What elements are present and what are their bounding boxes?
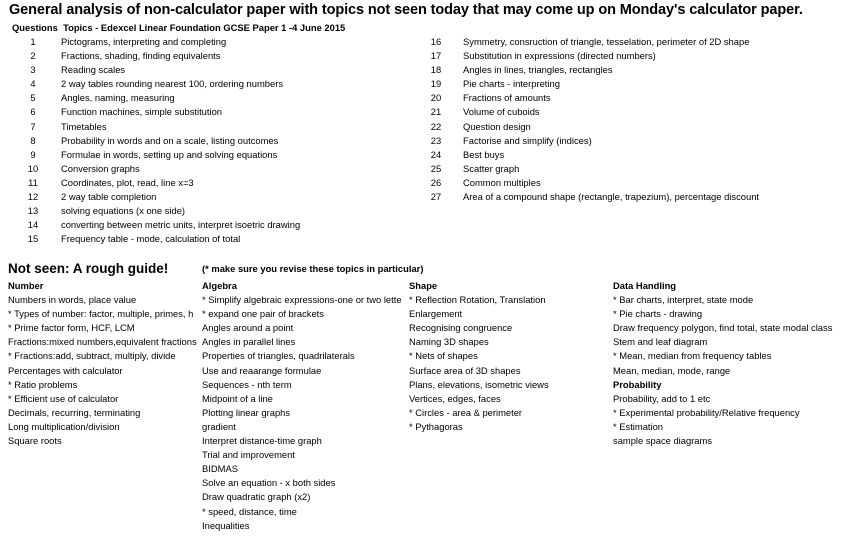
topic-item: Mean, median, mode, range [613, 364, 731, 376]
question-number: 12 [27, 191, 39, 203]
question-row [22, 232, 241, 246]
question-topic: Function machines, simple substitution [61, 106, 223, 118]
question-row [424, 49, 656, 63]
algebra-column [202, 279, 409, 533]
revise-note: (* make sure you revise these topics in particular) [202, 263, 424, 274]
question-number: 9 [30, 148, 36, 160]
algebra-list [202, 293, 409, 533]
question-row [424, 134, 592, 148]
topic-item: * Bar charts, interpret, state mode [613, 294, 754, 306]
topic-item: Trial and improvement [202, 449, 295, 461]
question-number: 3 [30, 64, 36, 76]
question-topic: Common multiples [463, 176, 541, 188]
data-handling-list [613, 293, 849, 378]
question-number: 6 [30, 106, 36, 118]
question-number: 24 [430, 148, 442, 160]
topic-item: Vertices, edges, faces [409, 392, 501, 404]
question-row [424, 162, 520, 176]
topic-item: * Estimation [613, 420, 664, 432]
topic-item: * Nets of shapes [409, 350, 478, 362]
question-number: 13 [27, 205, 39, 217]
questions-list-left [22, 35, 301, 246]
question-number: 23 [430, 134, 442, 146]
question-topic: Symmetry, consruction of triangle, tesselation, perimeter of 2D shape [463, 36, 750, 47]
question-topic: Question design [463, 120, 531, 132]
topic-item: sample space diagrams [613, 435, 713, 447]
question-row [424, 120, 531, 134]
topic-item: * Fractions:add, subtract, multiply, divide [8, 350, 176, 362]
question-topic: Angles in lines, triangles, rectangles [463, 64, 613, 76]
question-topic: Pie charts - interpreting [463, 78, 560, 90]
topic-item: Surface area of 3D shapes [409, 364, 521, 376]
question-topic: Pictograms, interpreting and completing [61, 36, 227, 47]
shape-heading: Shape [409, 280, 438, 291]
topic-item: * Experimental probability/Relative frequency [613, 406, 800, 418]
question-topic: Fractions, shading, finding equivalents [61, 50, 221, 62]
topic-item: Angles around a point [202, 322, 294, 334]
question-topic: Scatter graph [463, 162, 520, 174]
question-topic: Area of a compound shape (rectangle, trapezium), percentage discount [463, 191, 760, 203]
data-handling-heading: Data Handling [613, 280, 677, 291]
shape-column [409, 279, 613, 434]
question-number: 18 [430, 64, 442, 76]
number-column [8, 279, 203, 448]
topic-item: Solve an equation - x both sides [202, 477, 336, 489]
question-number: 21 [430, 106, 442, 118]
topic-item: Draw quadratic graph (x2) [202, 491, 311, 503]
topic-item: * Prime factor form, HCF, LCM [8, 322, 135, 334]
probability-list [613, 392, 849, 448]
question-topic: Angles, naming, measuring [61, 92, 175, 104]
question-topic: Timetables [61, 120, 107, 132]
topic-item: * Pythagoras [409, 420, 463, 432]
topic-item: Inequalities [202, 519, 250, 531]
question-topic: Substitution in expressions (directed numbers) [463, 50, 656, 62]
topic-item: * Simplify algebraic expressions-one or two lette [202, 294, 402, 306]
topic-item: Recognising congruence [409, 322, 513, 334]
number-heading: Number [8, 280, 44, 291]
question-row [424, 77, 560, 91]
question-row [22, 176, 194, 190]
topic-item: Midpoint of a line [202, 392, 273, 404]
question-topic: Conversion graphs [61, 162, 140, 174]
question-number: 25 [430, 162, 442, 174]
algebra-heading: Algebra [202, 280, 237, 291]
question-row [424, 35, 750, 49]
question-row [22, 218, 301, 232]
topic-item: Decimals, recurring, terminating [8, 406, 141, 418]
topic-item: * Types of number: factor, multiple, primes, h [8, 308, 194, 320]
question-topic: Formulae in words, setting up and solving equations [61, 148, 278, 160]
question-row [22, 63, 126, 77]
topic-item: * Efficient use of calculator [8, 392, 119, 404]
question-row [22, 148, 278, 162]
question-row [22, 77, 284, 91]
question-topic: Reading scales [61, 64, 126, 76]
question-number: 11 [28, 176, 38, 188]
topic-item: * Reflection Rotation, Translation [409, 294, 546, 306]
question-number: 15 [27, 233, 39, 245]
topic-item: Square roots [8, 435, 62, 447]
question-row [424, 63, 613, 77]
topic-item: Percentages with calculator [8, 364, 123, 376]
question-topic: 2 way table completion [61, 191, 157, 203]
topic-item: BIDMAS [202, 463, 238, 475]
question-row [22, 134, 279, 148]
question-number: 7 [30, 120, 36, 132]
question-number: 1 [30, 36, 36, 47]
topic-item: * Pie charts - drawing [613, 308, 703, 320]
topic-item: Interpret distance-time graph [202, 435, 322, 447]
question-row [22, 49, 221, 63]
topic-item: * expand one pair of brackets [202, 308, 324, 320]
question-number: 4 [30, 78, 36, 90]
question-topic: converting between metric units, interpret isoetric drawing [61, 219, 301, 231]
topic-item: gradient [202, 420, 236, 432]
number-list [8, 293, 203, 448]
question-number: 17 [430, 50, 442, 62]
topic-item: Long multiplication/division [8, 420, 120, 432]
topics-label: Topics - Edexcel Linear Foundation GCSE Paper 1 -4 June 2015 [63, 22, 346, 33]
question-topic: Probability in words and on a scale, listing outcomes [61, 134, 279, 146]
topic-item: Naming 3D shapes [409, 336, 489, 348]
question-number: 16 [430, 36, 442, 47]
topic-item: * Circles - area & perimeter [409, 406, 523, 418]
question-row [424, 105, 540, 119]
question-row [22, 35, 227, 49]
question-topic: Best buys [463, 148, 505, 160]
question-number: 27 [430, 191, 442, 203]
question-topic: Fractions of amounts [463, 92, 551, 104]
question-row [424, 176, 541, 190]
question-row [22, 190, 157, 204]
topic-item: Numbers in words, place value [8, 294, 137, 306]
question-number: 19 [430, 78, 442, 90]
question-topic: 2 way tables rounding nearest 100, ordering numbers [61, 78, 284, 90]
topic-item: Angles in parallel lines [202, 336, 296, 348]
question-row [22, 91, 175, 105]
topic-item: Properties of triangles, quadrilaterals [202, 350, 355, 362]
topic-item: Stem and leaf diagram [613, 336, 708, 348]
topic-item: Plans, elevations, isometric views [409, 378, 549, 390]
question-number: 8 [30, 134, 36, 146]
question-number: 22 [430, 120, 442, 132]
data-handling-column [613, 279, 849, 448]
probability-heading: Probability [613, 378, 662, 390]
topic-item: Plotting linear graphs [202, 406, 291, 418]
question-topic: Volume of cuboids [463, 106, 540, 118]
question-topic: solving equations (x one side) [61, 205, 186, 217]
question-topic: Frequency table - mode, calculation of total [61, 233, 241, 245]
question-topic: Coordinates, plot, read, line x=3 [61, 176, 194, 188]
question-row [22, 162, 140, 176]
question-number: 2 [30, 50, 36, 62]
question-row [22, 204, 186, 218]
question-row [22, 120, 107, 134]
topic-item: * Ratio problems [8, 378, 78, 390]
question-number: 10 [27, 162, 39, 174]
page-title: General analysis of non-calculator paper with topics not seen today that may come up on Monday's calculator paper. [9, 2, 803, 18]
questions-label: Questions [12, 22, 58, 33]
shape-list [409, 293, 613, 434]
topic-item: Draw frequency polygon, find total, state modal class [613, 322, 833, 334]
topic-item: Probability, add to 1 etc [613, 392, 711, 404]
question-number: 14 [27, 219, 39, 231]
topic-item: * Mean, median from frequency tables [613, 350, 772, 362]
question-row [22, 105, 223, 119]
topic-item: Enlargement [409, 308, 463, 320]
topic-item: Fractions:mixed numbers,equivalent fractions [8, 336, 197, 348]
topic-item: Sequences - nth term [202, 378, 292, 390]
topic-item: Use and reaarange formulae [202, 364, 322, 376]
question-number: 20 [430, 92, 442, 104]
question-row [424, 190, 760, 204]
questions-list-right [424, 35, 760, 204]
question-row [424, 148, 505, 162]
question-number: 26 [430, 176, 442, 188]
questions-header [12, 21, 345, 35]
not-seen-title: Not seen: A rough guide! [8, 261, 169, 276]
question-topic: Factorise and simplify (indices) [463, 134, 592, 146]
topic-item: * speed, distance, time [202, 505, 297, 517]
question-row [424, 91, 551, 105]
question-number: 5 [30, 92, 36, 104]
